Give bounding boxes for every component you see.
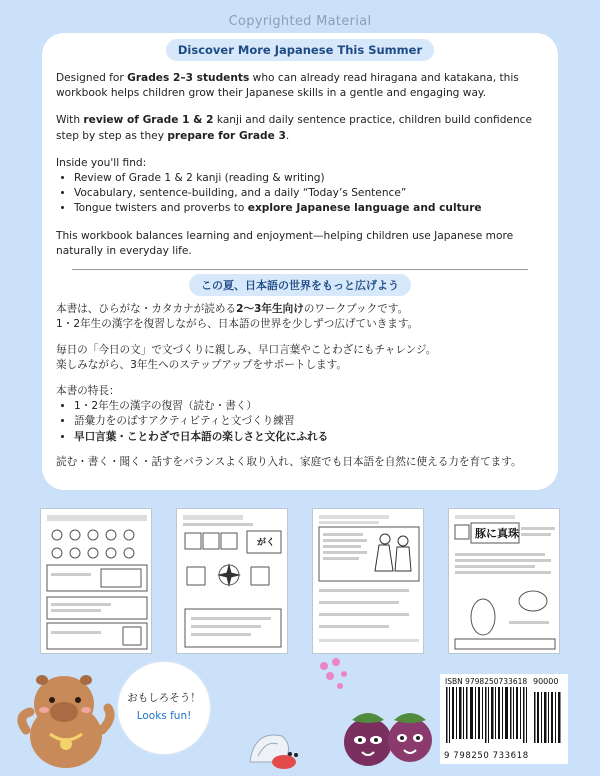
sample-page-proverb (448, 508, 560, 654)
isbn-label: ISBN 9798250733618 (445, 677, 528, 686)
english-heading: Discover More Japanese This Summer (166, 39, 434, 61)
japanese-paragraph-1: 本書は、ひらがな・カタカナが読める2〜3年生向けのワークブックです。 1・2年生の漢字を復習しながら、日本語の世界を少しずつ広げていきます。 (56, 303, 419, 331)
watermark: Copyrighted Material (228, 14, 372, 29)
english-paragraph-4: This workbook balances learning and enjoyment—helping children use Japanese more naturally in everyday life. (56, 229, 514, 257)
sample-page-weather (40, 508, 152, 654)
english-paragraph-1: Designed for Grades 2–3 students who can already read hiragana and katakana, this workbook helps children grow their Japanese skills in a gentle and engaging way. (56, 72, 519, 100)
list-item: • 1・2年生の漢字の復習（読む・書く） (74, 399, 544, 414)
speech-line-japanese: おもしろそう！ (127, 692, 201, 704)
sample-page-story (312, 508, 424, 654)
japanese-paragraph-2: 毎日の「今日の文」で文づくりに親しみ、早口言葉やことわざにもチャレンジ。 楽しみながら、3年生へのステップアップをサポートします。 (56, 343, 437, 372)
kanji-reading: がく (257, 538, 276, 548)
list-item: • 語彙力をのばすアクティビティと文づくり練習 (74, 414, 544, 429)
barcode-addon-bars-icon (534, 692, 562, 743)
description-card (42, 33, 558, 490)
list-item: • Review of Grade 1 & 2 kanji (reading & writing) (74, 171, 544, 186)
speech-bubble (118, 662, 210, 754)
list-item: • 早口言葉・ことわざで日本語の楽しさと文化にふれる (74, 430, 544, 445)
list-item: • Tongue twisters and proverbs to explore Japanese language and culture (74, 201, 544, 216)
japanese-features-list: 本書の特長： • 1・2年生の漢字の復習（読む・書く） • 語彙力をのばすアクティビティと文づくり練習 • 早口言葉・ことわざで日本語の楽しさと文化にふれる (56, 384, 544, 446)
mangosteen-characters-icon (340, 690, 436, 774)
english-inside-list: Inside you'll find: • Review of Grade 1 & 2 kanji (reading & writing) • Vocabulary, sentence-building, and a daily “Today’s Sentence” • Tongue twisters and proverbs to explore Japanese language and culture (56, 156, 544, 217)
japanese-heading: この夏、日本語の世界をもっと広げよう (189, 274, 411, 296)
list-item: • Vocabulary, sentence-building, and a daily “Today’s Sentence” (74, 186, 544, 201)
speech-line-english: Looks fun! (136, 710, 192, 722)
hermit-crab-icon (244, 722, 300, 772)
english-paragraph-2: With review of Grade 1 & 2 kanji and daily sentence practice, children build confidence step by step as they prepare for Grade 3. (56, 114, 533, 142)
sample-pages (40, 508, 560, 656)
japanese-paragraph-4: 読む・書く・聞く・話すをバランスよく取り入れ、家庭でも日本語を自然に使える力を育てます。 (56, 456, 522, 469)
barcode-box (440, 674, 568, 764)
proverb-title: 豚に真珠 (475, 527, 519, 540)
barcode-price: 90000 (533, 677, 559, 686)
capybara-mascot-icon (16, 660, 120, 772)
weather-page-illustration (41, 509, 152, 654)
kanji-page-illustration (177, 509, 288, 654)
isbn-number: 9 798250 733618 (444, 751, 529, 761)
divider (72, 269, 528, 270)
sample-page-kanji (176, 508, 288, 654)
story-page-illustration (313, 509, 424, 654)
barcode-bars-icon (446, 687, 528, 743)
